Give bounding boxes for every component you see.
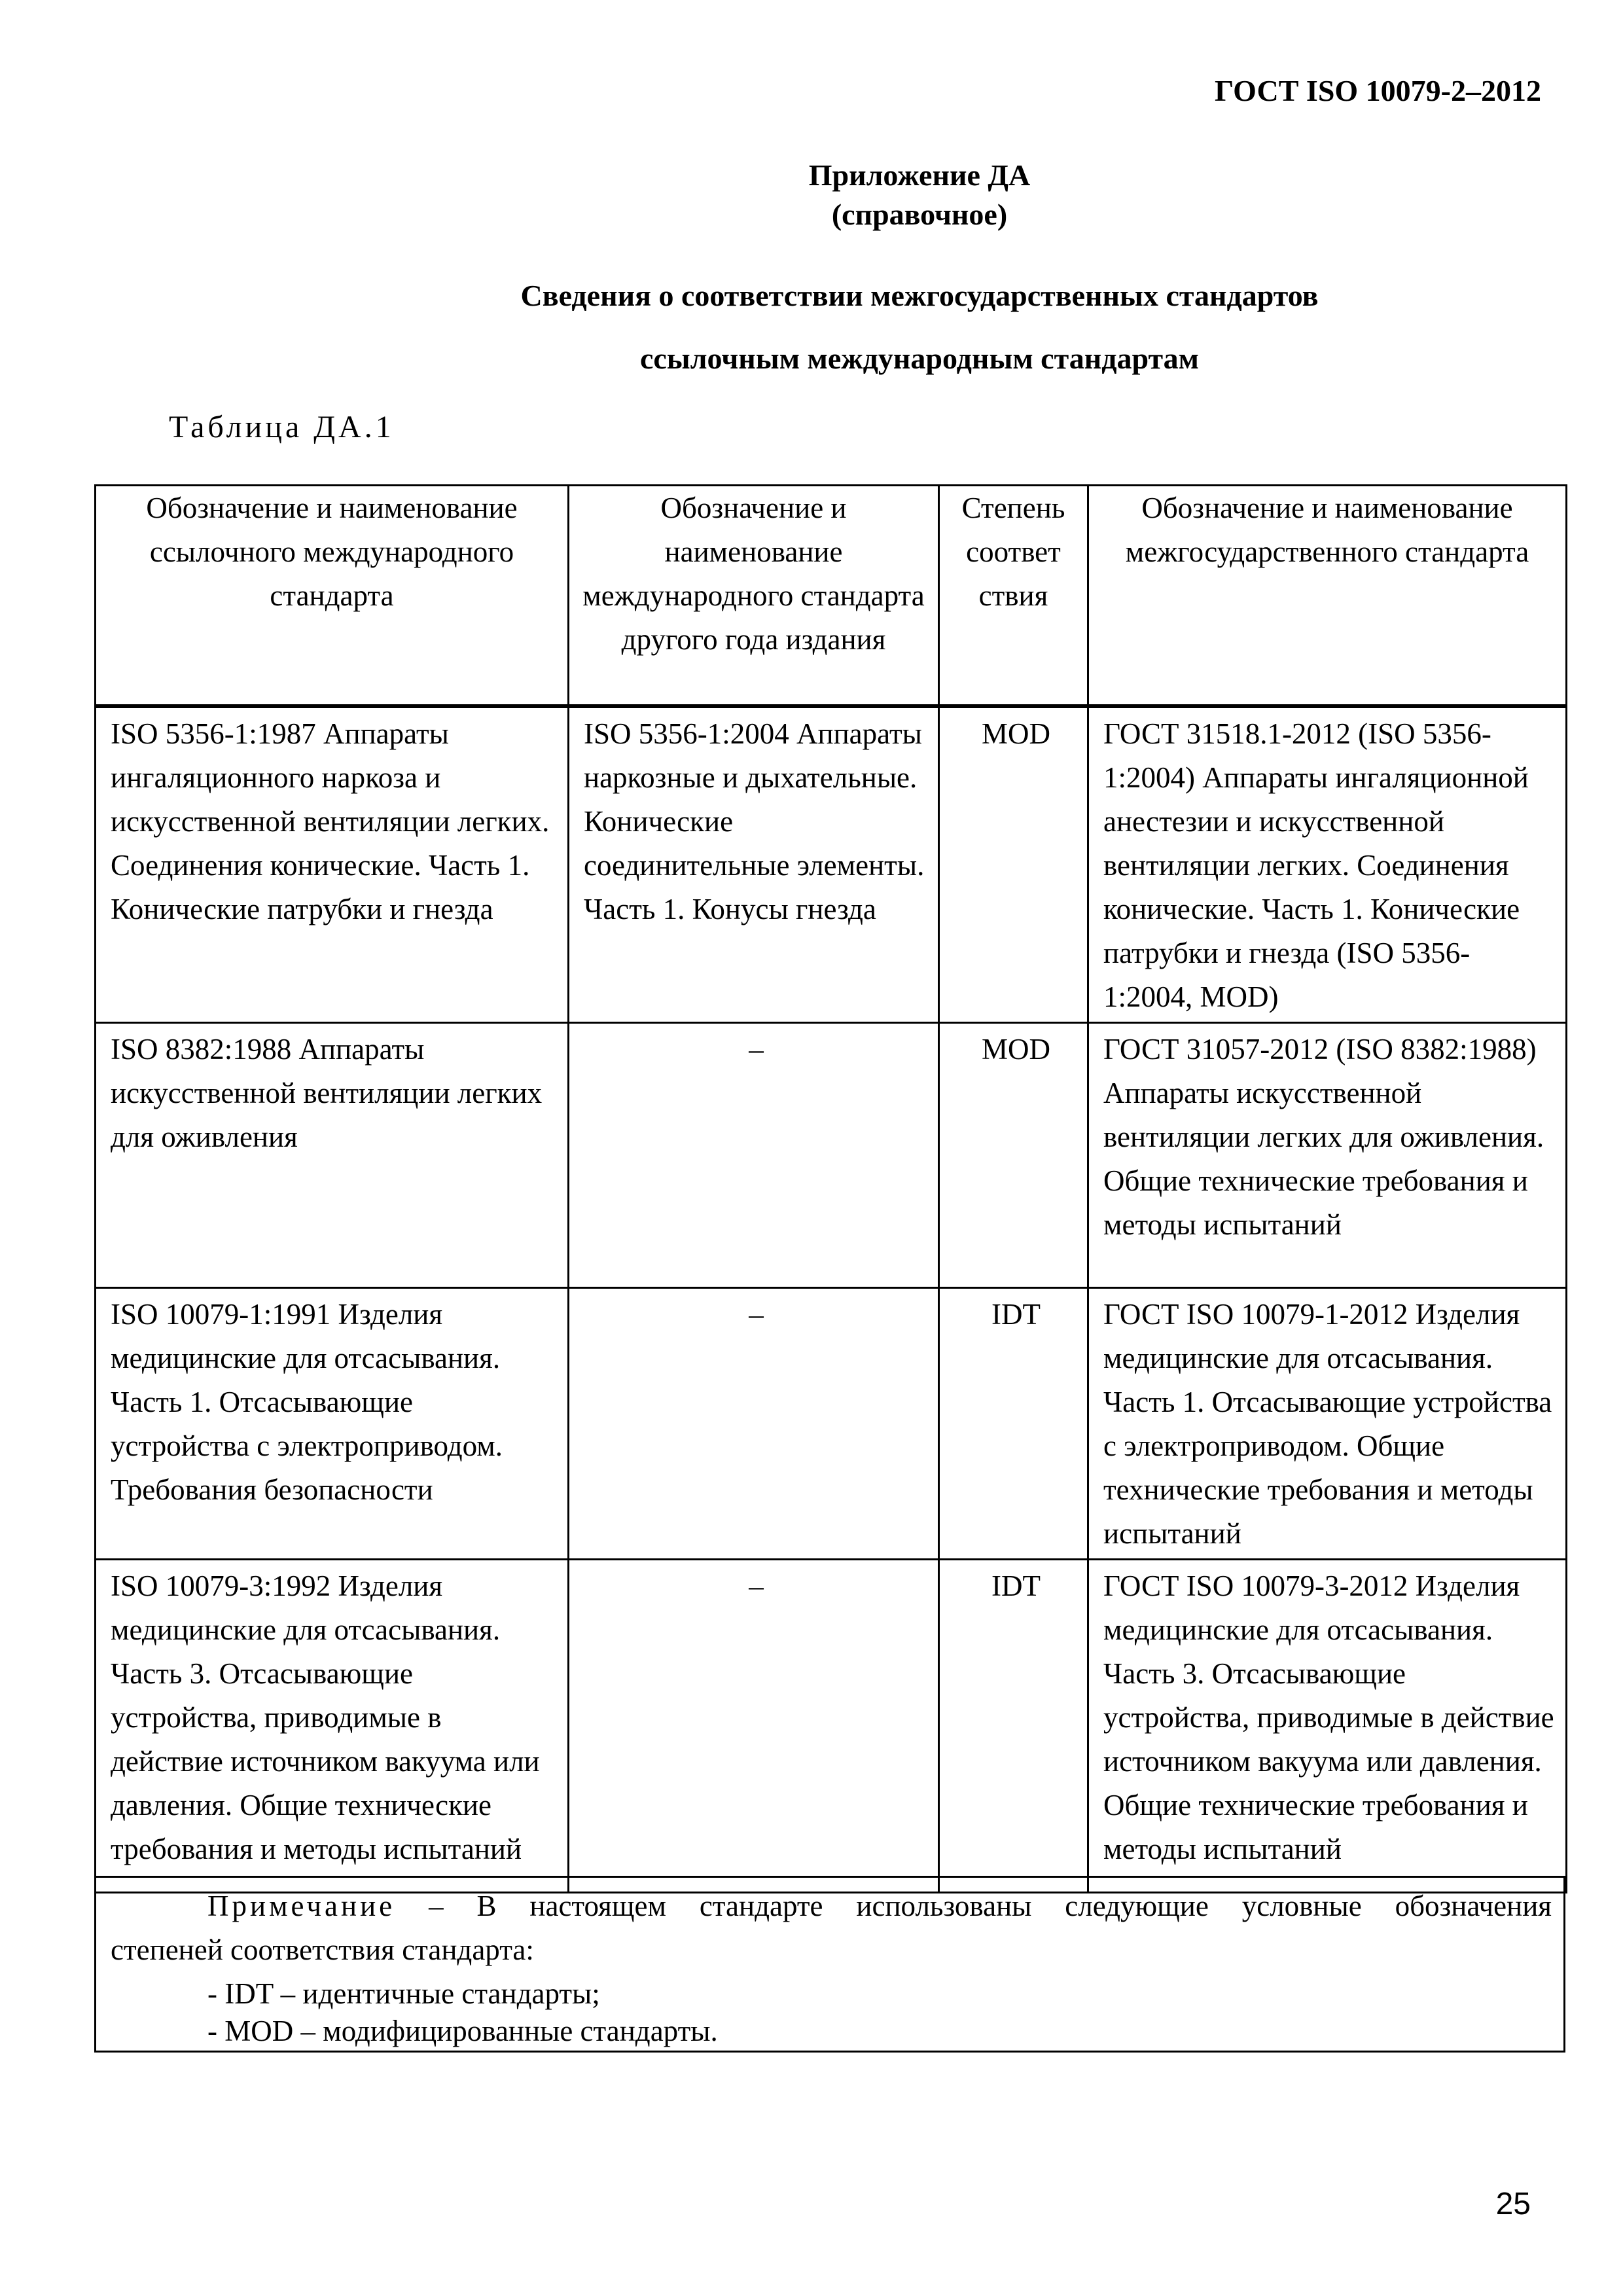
- cell-ref-standard: ISO 10079-3:1992 Изделия медицинские для отсасывания. Часть 3. Отсасывающие устройства, приводимые в действие источником вакуума или давления. Общие технические требования и методы испытаний: [96, 1559, 569, 1892]
- note-label: Примечание: [207, 1890, 396, 1922]
- note-line1: [96, 1884, 1563, 1928]
- cell-other-edition: –: [569, 1559, 939, 1892]
- table-row: [96, 706, 1567, 1023]
- header-other-edition: Обозначение и наименование международного стандарта другого года издания: [569, 486, 939, 706]
- cell-other-edition: ISO 5356-1:2004 Аппараты наркозные и дыхательные. Конические соединительные элементы. Часть 1. Конусы гнезда: [569, 706, 939, 1023]
- cell-degree: MOD: [939, 1022, 1088, 1287]
- document-id-header: ГОСТ ISO 10079-2–2012: [1215, 74, 1541, 107]
- cell-degree: MOD: [939, 706, 1088, 1023]
- appendix-subtitle: (справочное): [831, 198, 1008, 231]
- cell-other-edition: –: [569, 1287, 939, 1559]
- header-degree: Степень соответ ствия: [939, 486, 1088, 706]
- table-row: [96, 1022, 1567, 1287]
- note-line2: степеней соответствия стандарта:: [111, 1933, 534, 1966]
- header-ref-standard: Обозначение и наименование ссылочного международного стандарта: [96, 486, 569, 706]
- table-row: [96, 1287, 1567, 1559]
- note-item-mod: - MOD – модифицированные стандарты.: [207, 2015, 718, 2047]
- note-line1-text: – В настоящем стандарте использованы следующие условные обозначения: [429, 1890, 1552, 1922]
- table-note: [94, 1876, 1565, 2053]
- cell-interstate-standard: ГОСТ ISO 10079-3-2012 Изделия медицинские для отсасывания. Часть 3. Отсасывающие устройства, приводимые в действие источником вакуума или давления. Общие технические требования и методы испытаний: [1088, 1559, 1567, 1892]
- header-interstate-standard: Обозначение и наименование межгосударственного стандарта: [1088, 486, 1567, 706]
- page-number: 25: [1495, 2187, 1531, 2221]
- cell-interstate-standard: ГОСТ 31518.1-2012 (ISO 5356-1:2004) Аппараты ингаляционной анестезии и искусственной вентиляции легких. Соединения конические. Часть 1. Конические патрубки и гнезда (ISO 5356-1:2004, MOD): [1088, 706, 1567, 1023]
- appendix-heading-line1: Сведения о соответствии межгосударственных стандартов: [520, 279, 1319, 312]
- cell-interstate-standard: ГОСТ ISO 10079-1-2012 Изделия медицинские для отсасывания. Часть 1. Отсасывающие устройства с электроприводом. Общие технические требования и методы испытаний: [1088, 1287, 1567, 1559]
- appendix-title: Приложение ДА: [808, 158, 1031, 192]
- table-row: [96, 1559, 1567, 1892]
- cell-degree: IDT: [939, 1287, 1088, 1559]
- table-header-row: [96, 486, 1567, 706]
- appendix-heading: [0, 264, 1623, 390]
- cell-ref-standard: ISO 5356-1:1987 Аппараты ингаляционного наркоза и искусственной вентиляции легких. Соединения конические. Часть 1. Конические патрубки и гнезда: [96, 706, 569, 1023]
- cell-other-edition: –: [569, 1022, 939, 1287]
- cell-interstate-standard: ГОСТ 31057-2012 (ISO 8382:1988) Аппараты искусственной вентиляции легких для оживления. Общие технические требования и методы испытаний: [1088, 1022, 1567, 1287]
- table-label: Таблица ДА.1: [169, 410, 395, 444]
- appendix-heading-line2: ссылочным международным стандартам: [639, 342, 1200, 375]
- cell-ref-standard: ISO 10079-1:1991 Изделия медицинские для отсасывания. Часть 1. Отсасывающие устройства с электроприводом. Требования безопасности: [96, 1287, 569, 1559]
- note-item-idt: - IDT – идентичные стандарты;: [207, 1977, 600, 2010]
- cell-ref-standard: ISO 8382:1988 Аппараты искусственной вентиляции легких для оживления: [96, 1022, 569, 1287]
- correspondence-table: [94, 484, 1567, 1893]
- cell-degree: IDT: [939, 1559, 1088, 1892]
- appendix-title-block: [0, 156, 1623, 234]
